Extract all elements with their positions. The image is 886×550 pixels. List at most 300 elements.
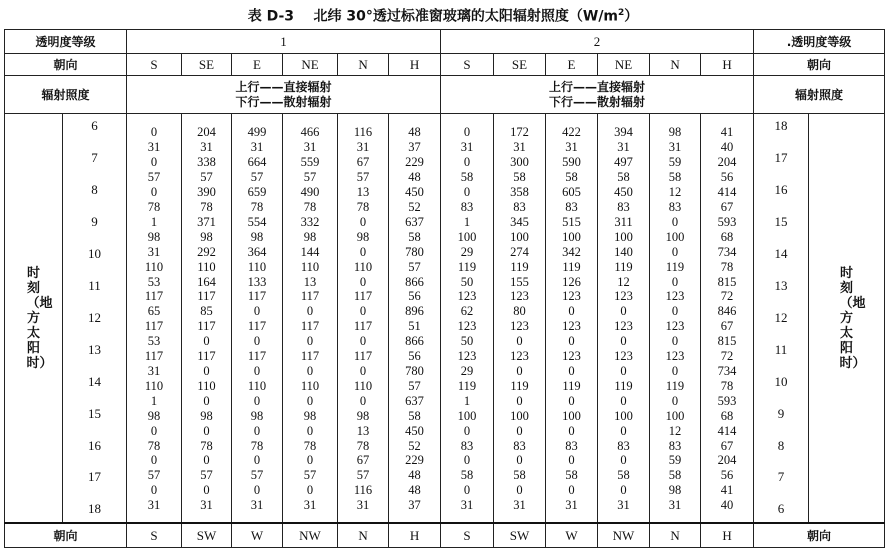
diffuse-value: 98 [200, 229, 213, 244]
direct-value: 0 [568, 453, 575, 468]
diffuse-value: 100 [510, 229, 529, 244]
diffuse-value: 58 [617, 468, 630, 483]
direct-value: 414 [717, 185, 737, 200]
direct-value: 0 [203, 363, 210, 378]
direct-value: 204 [717, 453, 737, 468]
direct-value: 0 [516, 363, 523, 378]
diffuse-value: 78 [303, 438, 317, 453]
table-title [0, 0, 886, 28]
direct-value: 67 [356, 155, 370, 170]
direct-value: 0 [359, 304, 367, 319]
diffuse-value: 110 [197, 378, 216, 393]
diffuse-value: 58 [513, 468, 526, 483]
direct-value: 0 [568, 363, 575, 378]
diffuse-value: 58 [668, 468, 682, 483]
direct-value: 0 [620, 483, 627, 498]
diffuse-value: 83 [513, 438, 526, 453]
direct-value: 50 [460, 274, 474, 289]
value-column [232, 114, 283, 524]
note-diffuse: 下行——散射辐射 [549, 94, 646, 109]
direct-value: 50 [460, 334, 474, 349]
direct-value: 0 [671, 244, 679, 259]
diffuse-value: 58 [565, 468, 578, 483]
diffuse-value: 67 [720, 319, 734, 334]
direct-value: 0 [203, 334, 210, 349]
orientation-cell: N [338, 54, 389, 76]
value-column [494, 114, 546, 524]
radiation-note-2 [441, 76, 754, 114]
hour-label: 12 [774, 309, 788, 325]
diffuse-value: 119 [510, 259, 529, 274]
diffuse-value: 72 [720, 349, 734, 364]
orientation-cell: SE [182, 54, 232, 76]
diffuse-value: 68 [720, 229, 734, 244]
direct-value: 0 [253, 363, 261, 378]
diffuse-value: 31 [668, 498, 682, 513]
diffuse-value: 68 [720, 408, 734, 423]
diffuse-value: 98 [303, 229, 317, 244]
irradiance-header-right: 辐射照度 [754, 76, 885, 114]
orientation-cell: SE [494, 54, 546, 76]
diffuse-value: 57 [303, 170, 317, 185]
direct-value: 0 [516, 483, 523, 498]
direct-value: 29 [460, 363, 474, 378]
orientation-cell: H [701, 523, 754, 547]
direct-value: 274 [510, 244, 529, 259]
direct-value: 0 [359, 334, 367, 349]
hour-label: 7 [777, 469, 785, 485]
direct-value: 0 [671, 363, 679, 378]
direct-value: 371 [197, 214, 216, 229]
diffuse-value: 117 [247, 289, 267, 304]
diffuse-value: 98 [250, 408, 264, 423]
direct-value: 292 [197, 244, 216, 259]
direct-value: 0 [203, 423, 210, 438]
orientation-footer: 朝向 [5, 523, 127, 547]
direct-value: 846 [717, 304, 737, 319]
direct-value: 0 [463, 185, 471, 200]
direct-value: 41 [720, 483, 734, 498]
diffuse-value: 98 [303, 408, 317, 423]
direct-value: 422 [562, 125, 581, 140]
diffuse-value: 48 [408, 170, 421, 185]
unit-close: ） [624, 8, 639, 25]
direct-value: 780 [405, 363, 424, 378]
diffuse-value: 110 [353, 378, 373, 393]
hour-label: 17 [88, 469, 101, 485]
direct-value: 0 [306, 483, 314, 498]
diffuse-value: 57 [356, 170, 370, 185]
table-number: 表 D-3 [247, 8, 295, 25]
direct-value: 116 [353, 483, 373, 498]
hour-label: 16 [774, 182, 788, 197]
diffuse-value: 78 [200, 438, 213, 453]
orientation-cell: E [232, 54, 283, 76]
diffuse-value: 123 [614, 349, 633, 364]
direct-value: 204 [717, 155, 737, 170]
direct-value: 0 [516, 423, 523, 438]
direct-value: 0 [359, 363, 367, 378]
direct-value: 0 [150, 125, 158, 140]
diffuse-value: 110 [247, 378, 267, 393]
diffuse-value: 52 [408, 438, 421, 453]
time-label-left [5, 114, 63, 524]
orientation-cell: S [127, 54, 182, 76]
diffuse-value: 57 [408, 378, 421, 393]
direct-value: 0 [463, 125, 471, 140]
irradiance-row [5, 76, 885, 114]
orientation-cell: S [441, 523, 494, 547]
hour-label: 16 [88, 437, 101, 453]
direct-value: 0 [516, 393, 523, 408]
direct-value: 229 [405, 453, 424, 468]
diffuse-value: 117 [144, 349, 164, 364]
direct-value: 98 [668, 125, 682, 140]
diffuse-value: 119 [665, 259, 685, 274]
orientation-cell: NW [283, 523, 338, 547]
diffuse-value: 123 [457, 319, 477, 334]
direct-value: 345 [510, 214, 529, 229]
diffuse-value: 51 [408, 319, 421, 334]
direct-value: 866 [405, 274, 424, 289]
direct-value: 0 [568, 483, 575, 498]
orientation-cell: H [701, 54, 754, 76]
direct-value: 497 [614, 155, 633, 170]
diffuse-value: 57 [303, 468, 317, 483]
orientation-header-right: 朝向 [754, 54, 885, 76]
direct-value: 98 [668, 483, 682, 498]
diffuse-value: 52 [408, 200, 421, 215]
diffuse-value: 123 [614, 289, 633, 304]
unit-exponent: 2 [618, 8, 625, 18]
direct-value: 637 [405, 393, 424, 408]
direct-value: 0 [359, 393, 367, 408]
diffuse-value: 100 [562, 408, 581, 423]
diffuse-value: 123 [562, 319, 581, 334]
diffuse-value: 100 [614, 229, 633, 244]
diffuse-value: 78 [147, 200, 161, 215]
direct-value: 12 [617, 274, 630, 289]
diffuse-value: 117 [300, 319, 320, 334]
direct-value: 85 [200, 304, 213, 319]
direct-value: 0 [306, 423, 314, 438]
direct-value: 338 [197, 155, 216, 170]
direct-value: 0 [359, 244, 367, 259]
direct-value: 0 [671, 304, 679, 319]
table-caption: 北纬 30°透过标准窗玻璃的太阳辐射照度 [313, 8, 569, 25]
note-direct: 上行——直接辐射 [549, 79, 646, 94]
orientation-cell: H [389, 54, 441, 76]
direct-value: 0 [253, 304, 261, 319]
diffuse-value: 100 [614, 408, 633, 423]
direct-value: 48 [408, 125, 421, 140]
direct-value: 0 [671, 334, 679, 349]
orientation-cell: NE [283, 54, 338, 76]
direct-value: 65 [147, 304, 161, 319]
diffuse-value: 123 [510, 289, 529, 304]
diffuse-value: 123 [510, 349, 529, 364]
value-column [598, 114, 650, 524]
direct-value: 67 [356, 453, 370, 468]
diffuse-value: 123 [562, 289, 581, 304]
hour-label: 18 [774, 118, 788, 134]
orientation-cell: S [441, 54, 494, 76]
direct-value: 450 [614, 185, 633, 200]
value-column [441, 114, 494, 524]
top-orientation-row [5, 54, 885, 76]
diffuse-value: 117 [144, 289, 164, 304]
diffuse-value: 37 [408, 498, 421, 513]
direct-value: 0 [568, 334, 575, 349]
orientation-cell: N [338, 523, 389, 547]
direct-value: 0 [463, 483, 471, 498]
hour-label: 15 [774, 213, 788, 229]
diffuse-value: 57 [200, 468, 213, 483]
direct-value: 12 [668, 423, 682, 438]
diffuse-value: 56 [720, 468, 734, 483]
direct-value: 664 [247, 155, 267, 170]
diffuse-value: 40 [720, 498, 734, 513]
direct-value: 590 [562, 155, 581, 170]
direct-value: 0 [516, 453, 523, 468]
orientation-cell: N [650, 54, 701, 76]
diffuse-value: 119 [562, 259, 581, 274]
direct-value: 0 [620, 363, 627, 378]
diffuse-value: 119 [562, 378, 581, 393]
diffuse-value: 123 [457, 289, 477, 304]
value-column [338, 114, 389, 524]
hour-label: 10 [88, 245, 101, 261]
diffuse-value: 110 [197, 259, 216, 274]
grade-1-header: 1 [127, 30, 441, 54]
diffuse-value: 78 [147, 438, 161, 453]
direct-value: 659 [247, 185, 267, 200]
diffuse-value: 58 [408, 229, 421, 244]
direct-value: 0 [568, 304, 575, 319]
hour-label: 11 [88, 277, 101, 293]
diffuse-value: 117 [247, 319, 267, 334]
diffuse-value: 100 [457, 408, 477, 423]
time-label-text: 时刻（地方太阳时） [26, 265, 53, 371]
diffuse-value: 98 [147, 408, 161, 423]
direct-value: 13 [356, 185, 370, 200]
direct-value: 605 [562, 185, 581, 200]
direct-value: 0 [306, 393, 314, 408]
direct-value: 0 [620, 423, 627, 438]
direct-value: 0 [463, 423, 471, 438]
hour-label: 9 [777, 405, 785, 421]
diffuse-value: 117 [353, 289, 373, 304]
diffuse-value: 31 [617, 498, 630, 513]
diffuse-value: 31 [513, 498, 526, 513]
hour-label: 8 [91, 182, 98, 197]
direct-value: 515 [562, 214, 581, 229]
direct-value: 0 [253, 453, 261, 468]
diffuse-value: 31 [356, 140, 370, 155]
direct-value: 780 [405, 244, 424, 259]
orientation-cell: W [546, 523, 598, 547]
direct-value: 0 [463, 453, 471, 468]
diffuse-value: 119 [614, 378, 633, 393]
orientation-cell: H [389, 523, 441, 547]
value-column [650, 114, 701, 524]
direct-value: 31 [147, 363, 161, 378]
diffuse-value: 78 [200, 200, 213, 215]
hour-column-left [63, 114, 127, 524]
hour-label: 6 [91, 118, 98, 134]
direct-value: 394 [614, 125, 633, 140]
diffuse-value: 110 [247, 259, 267, 274]
diffuse-value: 119 [665, 378, 685, 393]
direct-value: 0 [568, 423, 575, 438]
diffuse-value: 67 [720, 200, 734, 215]
diffuse-value: 31 [200, 140, 213, 155]
diffuse-value: 78 [720, 378, 734, 393]
diffuse-value: 123 [665, 349, 685, 364]
bottom-orientation-row [5, 523, 885, 547]
diffuse-value: 117 [247, 349, 267, 364]
direct-value: 593 [717, 214, 737, 229]
direct-value: 499 [247, 125, 267, 140]
diffuse-value: 56 [408, 349, 421, 364]
direct-value: 734 [717, 363, 737, 378]
direct-value: 0 [620, 453, 627, 468]
diffuse-value: 37 [408, 140, 421, 155]
hour-label: 8 [777, 437, 785, 453]
direct-value: 12 [668, 185, 682, 200]
direct-value: 172 [510, 125, 529, 140]
diffuse-value: 117 [300, 289, 320, 304]
direct-value: 229 [405, 155, 424, 170]
diffuse-value: 98 [250, 229, 264, 244]
diffuse-value: 123 [614, 319, 633, 334]
data-body-row [5, 114, 885, 524]
hour-label: 6 [777, 501, 785, 517]
diffuse-value: 117 [353, 319, 373, 334]
hour-label: 14 [88, 373, 101, 389]
diffuse-value: 31 [460, 140, 474, 155]
direct-value: 59 [668, 155, 682, 170]
diffuse-value: 58 [617, 170, 630, 185]
diffuse-value: 78 [250, 200, 264, 215]
value-column [182, 114, 232, 524]
diffuse-value: 110 [144, 259, 164, 274]
direct-value: 637 [405, 214, 424, 229]
diffuse-value: 100 [562, 229, 581, 244]
direct-value: 0 [359, 214, 367, 229]
direct-value: 554 [247, 214, 267, 229]
direct-value: 164 [197, 274, 216, 289]
hour-label: 18 [88, 501, 101, 517]
note-diffuse: 下行——散射辐射 [235, 94, 332, 109]
diffuse-value: 31 [617, 140, 630, 155]
direct-value: 204 [197, 125, 216, 140]
diffuse-value: 100 [665, 229, 685, 244]
direct-value: 31 [147, 244, 161, 259]
diffuse-value: 117 [300, 349, 320, 364]
hour-label: 11 [774, 341, 788, 357]
diffuse-value: 57 [200, 170, 213, 185]
transparency-grade-header: 透明度等级 [5, 30, 127, 54]
direct-value: 815 [717, 334, 737, 349]
hour-label: 10 [774, 373, 788, 389]
diffuse-value: 123 [665, 319, 685, 334]
diffuse-value: 31 [565, 498, 578, 513]
direct-value: 0 [150, 185, 158, 200]
direct-value: 0 [671, 214, 679, 229]
diffuse-value: 56 [720, 170, 734, 185]
hour-label: 15 [88, 405, 101, 421]
direct-value: 466 [300, 125, 320, 140]
time-label-text: 时刻（地方太阳时） [839, 265, 866, 371]
direct-value: 0 [203, 483, 210, 498]
diffuse-value: 56 [408, 289, 421, 304]
direct-value: 155 [510, 274, 529, 289]
direct-value: 0 [253, 334, 261, 349]
diffuse-value: 110 [300, 378, 320, 393]
direct-value: 53 [147, 334, 161, 349]
diffuse-value: 110 [144, 378, 164, 393]
orientation-cell: SW [494, 523, 546, 547]
direct-value: 116 [353, 125, 373, 140]
hour-label: 13 [774, 277, 788, 293]
direct-value: 0 [150, 155, 158, 170]
direct-value: 53 [147, 274, 161, 289]
diffuse-value: 98 [356, 229, 370, 244]
direct-value: 364 [247, 244, 267, 259]
direct-value: 0 [150, 453, 158, 468]
diffuse-value: 31 [250, 498, 264, 513]
diffuse-value: 83 [565, 438, 578, 453]
orientation-cell: W [232, 523, 283, 547]
diffuse-value: 31 [356, 498, 370, 513]
diffuse-value: 58 [668, 170, 682, 185]
diffuse-value: 57 [147, 468, 161, 483]
diffuse-value: 58 [408, 408, 421, 423]
direct-value: 41 [720, 125, 734, 140]
direct-value: 1 [463, 214, 471, 229]
diffuse-value: 117 [197, 319, 216, 334]
direct-value: 450 [405, 423, 424, 438]
direct-value: 815 [717, 274, 737, 289]
hour-label: 9 [91, 213, 98, 229]
diffuse-value: 119 [510, 378, 529, 393]
value-column [283, 114, 338, 524]
diffuse-value: 119 [614, 259, 633, 274]
irradiance-header: 辐射照度 [5, 76, 127, 114]
diffuse-value: 119 [457, 378, 477, 393]
direct-value: 0 [203, 393, 210, 408]
direct-value: 0 [463, 155, 471, 170]
orientation-cell: N [650, 523, 701, 547]
diffuse-value: 83 [617, 200, 630, 215]
diffuse-value: 110 [353, 259, 373, 274]
hour-column-right [754, 114, 809, 524]
diffuse-value: 78 [303, 200, 317, 215]
diffuse-value: 123 [665, 289, 685, 304]
direct-value: 896 [405, 304, 424, 319]
diffuse-value: 31 [303, 140, 317, 155]
diffuse-value: 31 [250, 140, 264, 155]
diffuse-value: 58 [460, 170, 474, 185]
orientation-cell: S [127, 523, 182, 547]
direct-value: 13 [356, 423, 370, 438]
direct-value: 593 [717, 393, 737, 408]
diffuse-value: 31 [303, 498, 317, 513]
orientation-cell: NW [598, 523, 650, 547]
diffuse-value: 57 [147, 170, 161, 185]
diffuse-value: 72 [720, 289, 734, 304]
